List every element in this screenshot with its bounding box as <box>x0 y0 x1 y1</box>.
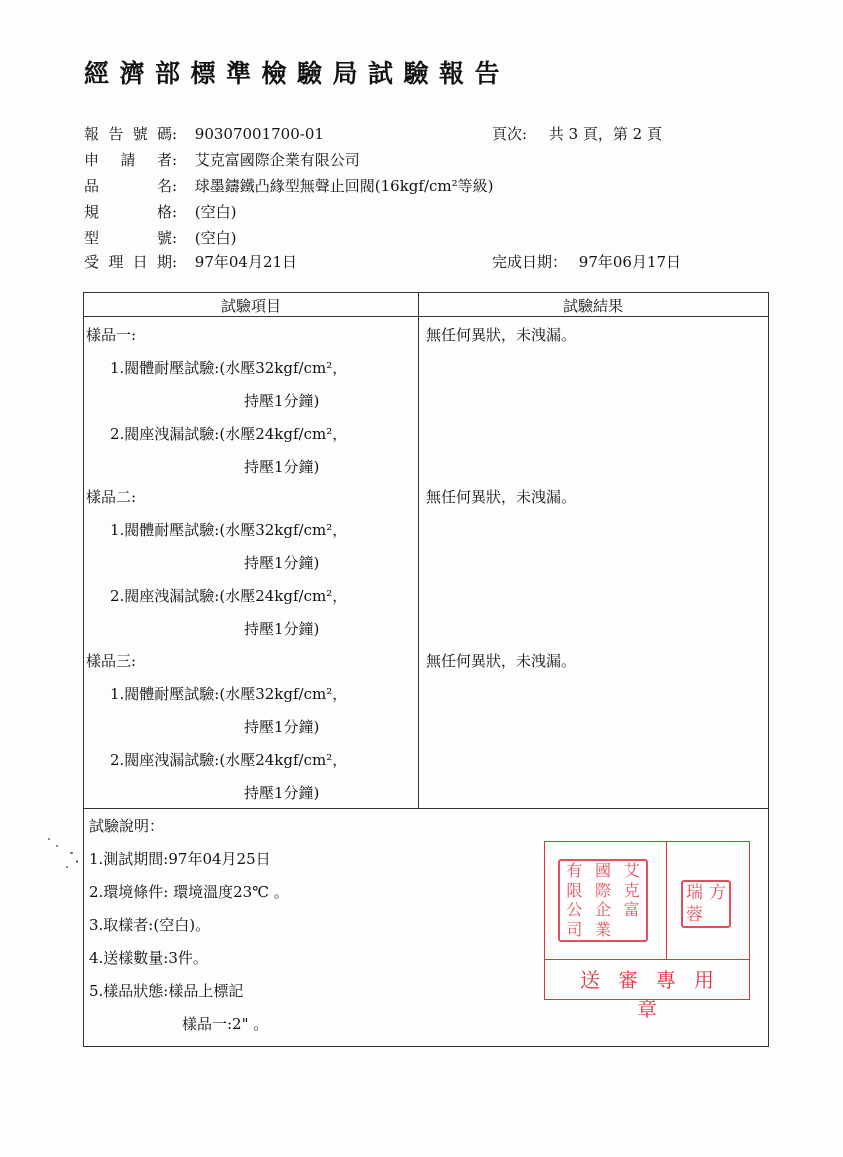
review-stamp <box>544 841 750 1021</box>
seal-char <box>706 904 729 926</box>
sample-3-result: 無任何異狀，未洩漏。 <box>426 652 577 670</box>
seal-char: 際 <box>594 880 611 900</box>
seal-char: 蓉 <box>686 904 703 925</box>
completed-date-value: 97年06月17日 <box>578 253 682 271</box>
applicant-label: 申請者 <box>84 151 172 169</box>
spec-label: 規格 <box>84 203 172 221</box>
model-row: 型號: (空白) <box>84 229 237 247</box>
seal-char: 限 <box>566 880 583 900</box>
note-5: 5.樣品狀態:樣品上標記 <box>89 982 244 1000</box>
column-divider <box>418 293 419 808</box>
seal-char <box>617 920 646 940</box>
sample-1-label: 樣品一: <box>86 326 137 344</box>
sample-2-test-1: 1.閥體耐壓試驗:(水壓32kgf/cm²， <box>110 521 348 539</box>
seal-char: 克 <box>623 880 640 900</box>
note-3: 3.取樣者:(空白)。 <box>89 916 211 934</box>
report-title: 經濟部標準檢驗局試驗報告 <box>84 59 511 88</box>
company-seal-icon <box>558 859 648 942</box>
received-date-row: 受理日期: 97年04月21日 <box>84 253 298 271</box>
product-label: 品名 <box>84 177 172 195</box>
received-date-label: 受理日期 <box>84 253 172 271</box>
header-test-items: 試驗項目 <box>220 297 281 315</box>
completed-date-label: 完成日期 <box>492 253 553 271</box>
note-2: 2.環境條件: 環境溫度23℃ 。 <box>89 883 289 901</box>
seal-char: 公 <box>566 900 583 920</box>
completed-date-row: 完成日期： 97年06月17日 <box>492 253 682 271</box>
seal-char: 富 <box>623 900 640 920</box>
sample-1-test-1: 1.閥體耐壓試驗:(水壓32kgf/cm²， <box>110 359 348 377</box>
header-test-results: 試驗結果 <box>562 297 623 315</box>
seal-char: 司 <box>566 920 583 940</box>
spec-row: 規格: (空白) <box>84 203 237 221</box>
sample-2-test-2-cont: 持壓1分鐘) <box>244 620 320 638</box>
page-label: 頁次 <box>492 125 523 143</box>
report-number-row: 報告號碼: 90307001700-01 <box>84 125 324 143</box>
spec-value: (空白) <box>194 203 237 221</box>
scan-speck <box>76 860 78 863</box>
report-number-label: 報告號碼 <box>84 125 172 143</box>
received-date-value: 97年04月21日 <box>194 253 298 271</box>
notes-divider <box>84 808 768 809</box>
model-value: (空白) <box>194 229 237 247</box>
sample-2-label: 樣品二: <box>86 488 137 506</box>
sample-2-result: 無任何異狀，未洩漏。 <box>426 488 577 506</box>
page-count-row: 頁次: 共 3 頁，第 2 頁 <box>492 125 662 143</box>
sample-1-test-1-cont: 持壓1分鐘) <box>244 392 320 410</box>
seal-char: 國 <box>594 860 611 880</box>
seal-char: 業 <box>594 920 611 940</box>
page-value: 共 3 頁，第 2 頁 <box>548 125 662 143</box>
sample-2-test-1-cont: 持壓1分鐘) <box>244 554 320 572</box>
stamp-divider-vertical <box>666 842 667 959</box>
sample-3-test-1: 1.閥體耐壓試驗:(水壓32kgf/cm²， <box>110 685 348 703</box>
sample-3-test-1-cont: 持壓1分鐘) <box>244 718 320 736</box>
product-value: 球墨鑄鐵凸緣型無聲止回閥(16kgf/cm²等級) <box>194 177 494 195</box>
note-1: 1.測試期間:97年04月25日 <box>89 850 271 868</box>
stamp-caption: 送審專用章 <box>580 968 732 1021</box>
sample-1-result: 無任何異狀，未洩漏。 <box>426 326 577 344</box>
seal-char: 有 <box>566 860 583 880</box>
applicant-value: 艾克富國際企業有限公司 <box>194 151 360 169</box>
scan-speck <box>70 852 73 854</box>
sample-2-test-2: 2.閥座洩漏試驗:(水壓24kgf/cm²， <box>110 587 348 605</box>
applicant-row: 申請者: 艾克富國際企業有限公司 <box>84 151 360 169</box>
seal-char: 方 <box>709 882 726 903</box>
product-row: 品名: 球墨鑄鐵凸緣型無聲止回閥(16kgf/cm²等級) <box>84 177 494 195</box>
report-number-value: 90307001700-01 <box>194 125 324 143</box>
stamp-divider-horizontal <box>545 959 749 960</box>
sample-3-label: 樣品三: <box>86 652 137 670</box>
note-5-cont: 樣品一:2" 。 <box>182 1015 269 1033</box>
sample-3-test-2: 2.閥座洩漏試驗:(水壓24kgf/cm²， <box>110 751 348 769</box>
seal-char: 艾 <box>623 860 640 880</box>
sample-1-test-2-cont: 持壓1分鐘) <box>244 458 320 476</box>
sample-3-test-2-cont: 持壓1分鐘) <box>244 784 320 802</box>
sample-1-test-2: 2.閥座洩漏試驗:(水壓24kgf/cm²， <box>110 425 348 443</box>
scan-speck <box>66 866 68 868</box>
personal-seal-icon <box>681 880 731 928</box>
seal-char: 企 <box>594 900 611 920</box>
seal-char: 瑞 <box>686 882 703 903</box>
note-4: 4.送樣數量:3件。 <box>89 949 208 967</box>
notes-title: 試驗說明： <box>89 817 165 835</box>
header-divider <box>84 316 768 317</box>
scan-speck <box>56 845 58 847</box>
scan-speck <box>48 838 50 840</box>
model-label: 型號 <box>84 229 172 247</box>
